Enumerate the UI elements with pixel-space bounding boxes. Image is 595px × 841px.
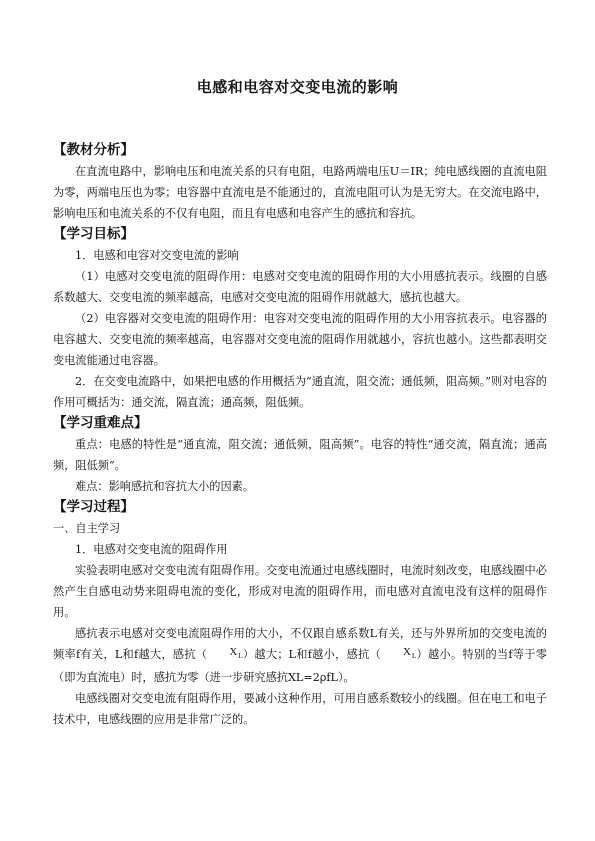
goal-item-1b: （2）电容器对交变电流的阻碍作用：电容对交变电流的阻碍作用的大小用容抗表示。电容器的电容越大、交变电流的频率越高，电容器对交变电流的阻碍作用就越小，容抗也越小。这些都表明交变电流能通过电容器。 — [53, 312, 547, 367]
goal-item-1a: （1）电感对交变电流的阻碍作用：电感对交变电流的阻碍作用的大小用感抗表示。线圈的自感系数越大、交变电流的频率越高，电感对交变电流的阻碍作用就越大，感抗也越大。 — [53, 270, 547, 304]
p2-text-b: ）越大；L和f越小，感抗（ — [242, 648, 382, 661]
p2-text-c: ）越小。特别的当f等于零（即为直流电）时，感抗为零（进一步研究感抗XL=2ρfL）。 — [53, 648, 547, 684]
document-body — [53, 140, 547, 730]
goal-item-2: 2．在交变电流路中，如果把电感的作用概括为“通直流，阻交流；通低频，阻高频。”则对电容的作用可概括为：通交流，隔直流；通高频，阻低频。 — [53, 375, 547, 409]
section-heading-key: 【学习重难点】 — [53, 415, 148, 431]
process-paragraph-2 — [53, 623, 547, 688]
process-item-1: 1．电感对交变电流的阻碍作用 — [75, 543, 228, 556]
goal-item-1: 1．电感和电容对交变电流的影响 — [75, 249, 239, 262]
inductive-reactance-symbol: $X_L$ — [229, 646, 243, 660]
p2-text-a: 感抗表示电感对交变电流阻碍作用的大小，不仅跟自感系数L有关，还与外界所加的交变电流的频率f有关，L和f越大，感抗（ — [53, 627, 547, 661]
process-paragraph-3: 电感线圈对交变电流有阻碍作用，要减小这种作用，可用自感系数较小的线圈。但在电工和电子技术中，电感线圈的应用是非常广泛的。 — [53, 692, 547, 726]
page-title: 电感和电容对交变电流的影响 — [196, 78, 399, 96]
analysis-paragraph: 在直流电路中，影响电压和电流关系的只有电阻，电路两端电压U＝IR；纯电感线圈的直流电阻为零，两端电压也为零；电容器中直流电是不能通过的，直流电阻可认为是无穷大。在交流电路中，影响电压和电流关系的不仅有电阻，而且有电感和电容产生的感抗和容抗。 — [53, 165, 547, 220]
section-heading-analysis: 【教材分析】 — [53, 142, 134, 158]
difficulty-paragraph: 难点：影响感抗和容抗大小的因素。 — [75, 480, 255, 493]
section-heading-goals: 【学习目标】 — [53, 226, 134, 242]
section-heading-process: 【学习过程】 — [53, 499, 134, 515]
process-subheading: 一、自主学习 — [53, 522, 121, 535]
inductive-reactance-symbol: $X_L$ — [403, 646, 417, 660]
key-point-paragraph: 重点：电感的特性是“通直流，阻交流；通低频，阻高频”。电容的特性“通交流，隔直流；通高频，阻低频”。 — [53, 438, 547, 472]
process-paragraph-1: 实验表明电感对交变电流有阻碍作用。交变电流通过电感线圈时，电流时刻改变，电感线圈中必然产生自感电动势来阻碍电流的变化，形成对电流的阻碍作用，而电感对直流电没有这样的阻碍作用。 — [53, 564, 547, 619]
